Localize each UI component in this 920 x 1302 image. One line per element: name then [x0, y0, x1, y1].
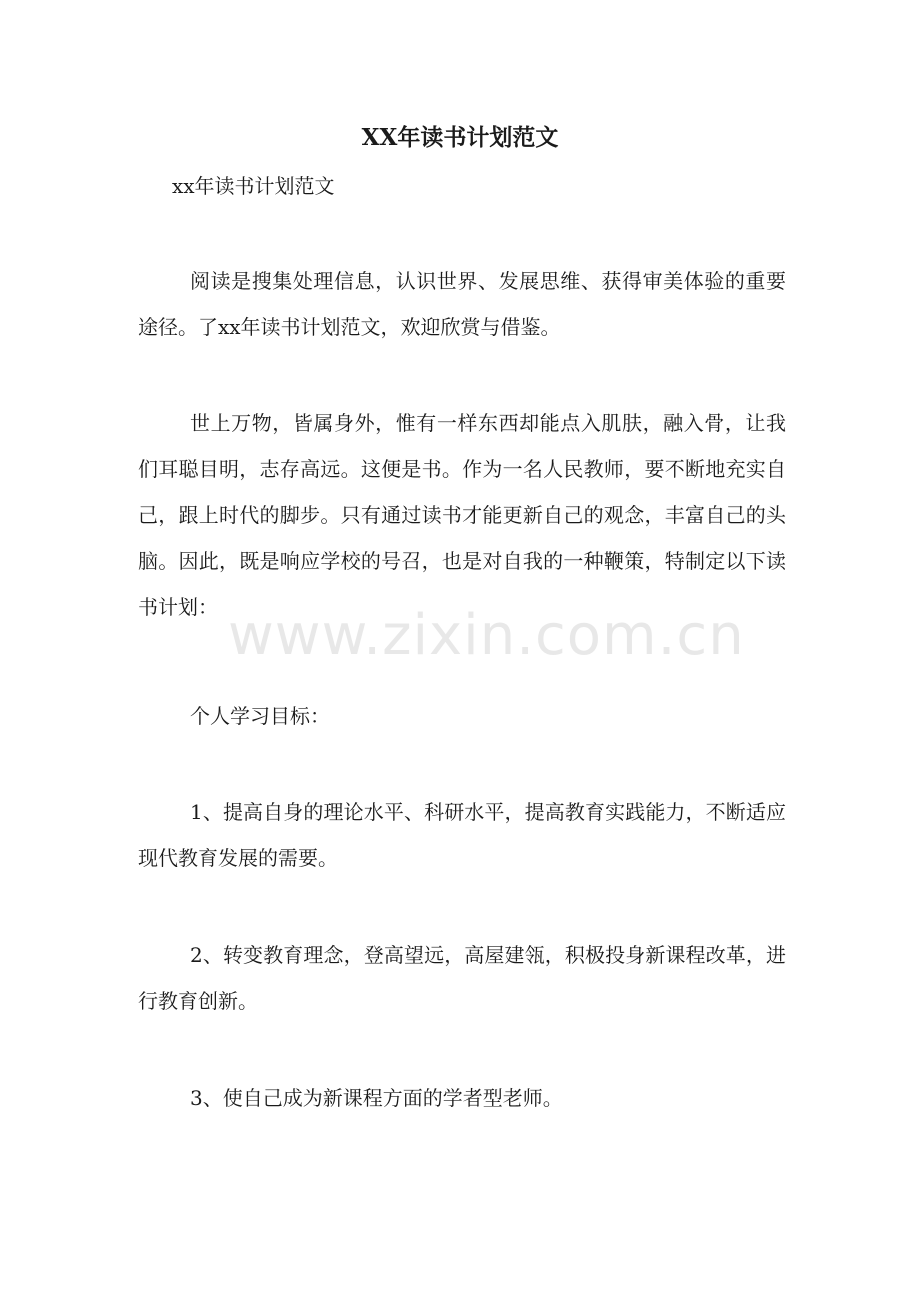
goal-item-2: 2、转变教育理念，登高望远，高屋建瓴，积极投身新课程改革，进行教育创新。: [138, 943, 786, 1013]
goal-item-1: 1、提高自身的理论水平、科研水平，提高教育实践能力，不断适应现代教育发展的需要。: [138, 800, 786, 870]
goal-item-3: 3、使自己成为新课程方面的学者型老师。: [190, 1086, 563, 1110]
purpose-paragraph: 世上万物，皆属身外，惟有一样东西却能点入肌肤，融入骨，让我们耳聪目明，志存高远。这便是书。作为一名人民教师，要不断地充实自己，跟上时代的脚步。只有通过读书才能更新自己的观念，丰富自己的头脑。因此，既是响应学校的号召，也是对自我的一种鞭策，特制定以下读书计划：: [138, 411, 786, 619]
goals-heading: 个人学习目标：: [190, 704, 330, 728]
intro-paragraph: 阅读是搜集处理信息，认识世界、发展思维、获得审美体验的重要途径。了xx年读书计划范文，欢迎欣赏与借鉴。: [138, 269, 786, 339]
document-title: XX年读书计划范文: [361, 124, 559, 151]
document-subtitle: xx年读书计划范文: [172, 174, 335, 198]
site-watermark: www.zixin.com.cn: [228, 603, 745, 668]
